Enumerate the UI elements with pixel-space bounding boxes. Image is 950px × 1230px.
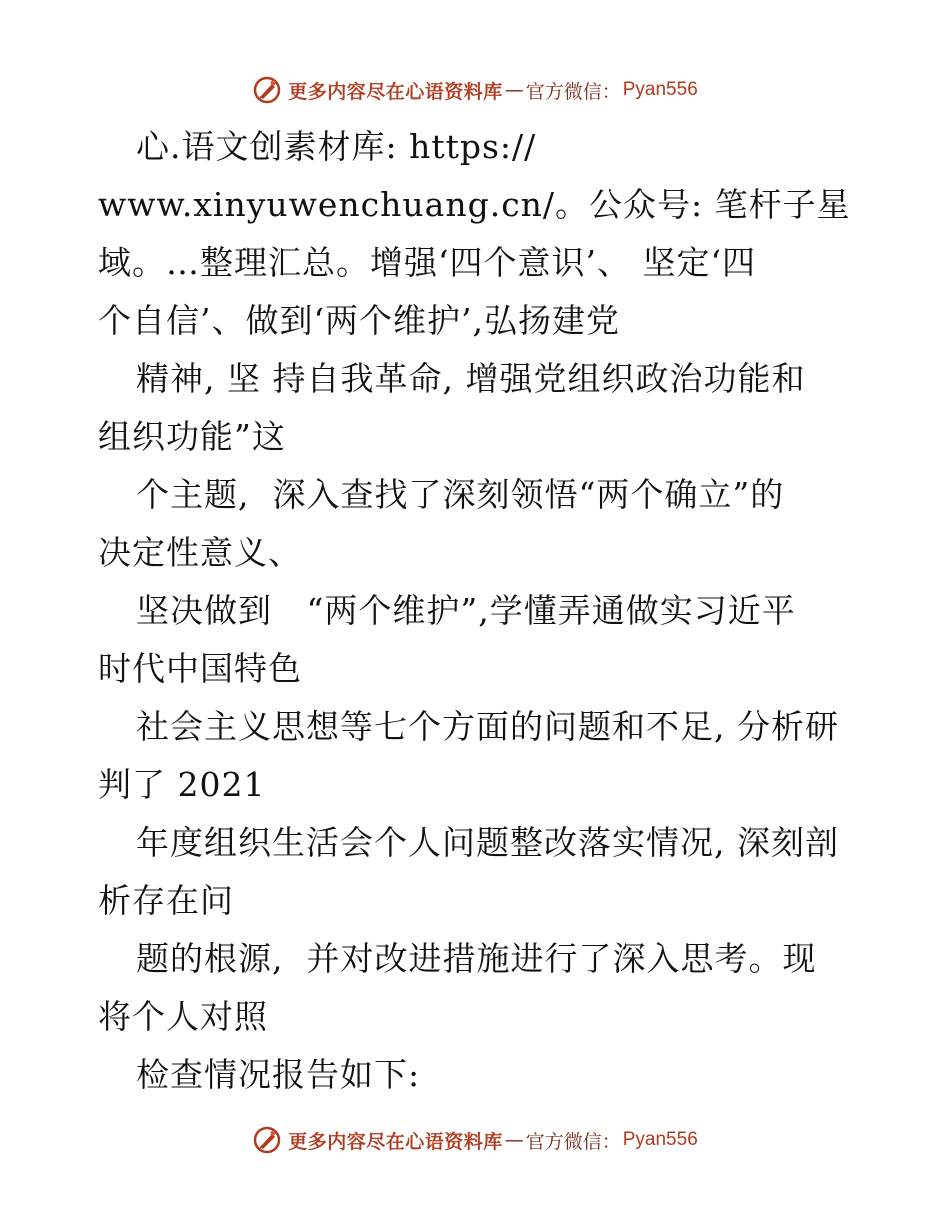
body-line: 决定性意义、 (98, 533, 302, 572)
body-line: 题的根源, 并对改进措施进行了深入思考。现 (136, 939, 817, 978)
body-line: 个自信’、做到‘两个维护’,弘扬建党 (98, 301, 620, 340)
body-line: 精神, 坚 持自我革命, 增强党组织政治功能和 (136, 359, 806, 398)
header-wechat-label: 官方微信： (525, 80, 621, 103)
header-wechat-id: Pyan556 (622, 79, 698, 100)
header-banner-separator: — (504, 79, 524, 101)
body-line: 检查情况报告如下: (136, 1055, 421, 1094)
body-line: www.xinyuwenchuang.cn/。公众号: 笔杆子星 (98, 185, 851, 224)
body-line: 心.语文创素材库: https:// (136, 127, 537, 166)
footer-wechat-label: 官方微信： (525, 1130, 621, 1153)
header-banner (0, 68, 950, 112)
footer-wechat-id: Pyan556 (622, 1129, 698, 1150)
header-banner-text: 更多内容尽在心语资料库 (288, 80, 503, 103)
flame-pen-logo-icon (252, 1125, 282, 1155)
document-body (98, 118, 868, 1104)
body-line: 域。…整理汇总。增强‘四个意识’、 坚定‘四 (98, 243, 756, 282)
body-line: 组织功能”这 (98, 417, 286, 456)
flame-pen-logo-icon (252, 75, 282, 105)
body-line: 坚决做到 “两个维护”,学懂弄通做实习近平 (136, 591, 796, 630)
footer-banner (0, 1118, 950, 1162)
body-line: 将个人对照 (98, 997, 268, 1036)
body-line: 社会主义思想等七个方面的问题和不足, 分析研 (136, 707, 839, 746)
body-line: 年度组织生活会个人问题整改落实情况, 深刻剖 (136, 823, 839, 862)
footer-banner-text: 更多内容尽在心语资料库 (288, 1130, 503, 1153)
footer-banner-separator: — (504, 1129, 524, 1151)
body-line: 判了 2021 (98, 765, 266, 804)
body-line: 时代中国特色 (98, 649, 302, 688)
body-line: 个主题, 深入查找了深刻领悟“两个确立”的 (136, 475, 785, 514)
body-line: 析存在问 (98, 881, 234, 920)
